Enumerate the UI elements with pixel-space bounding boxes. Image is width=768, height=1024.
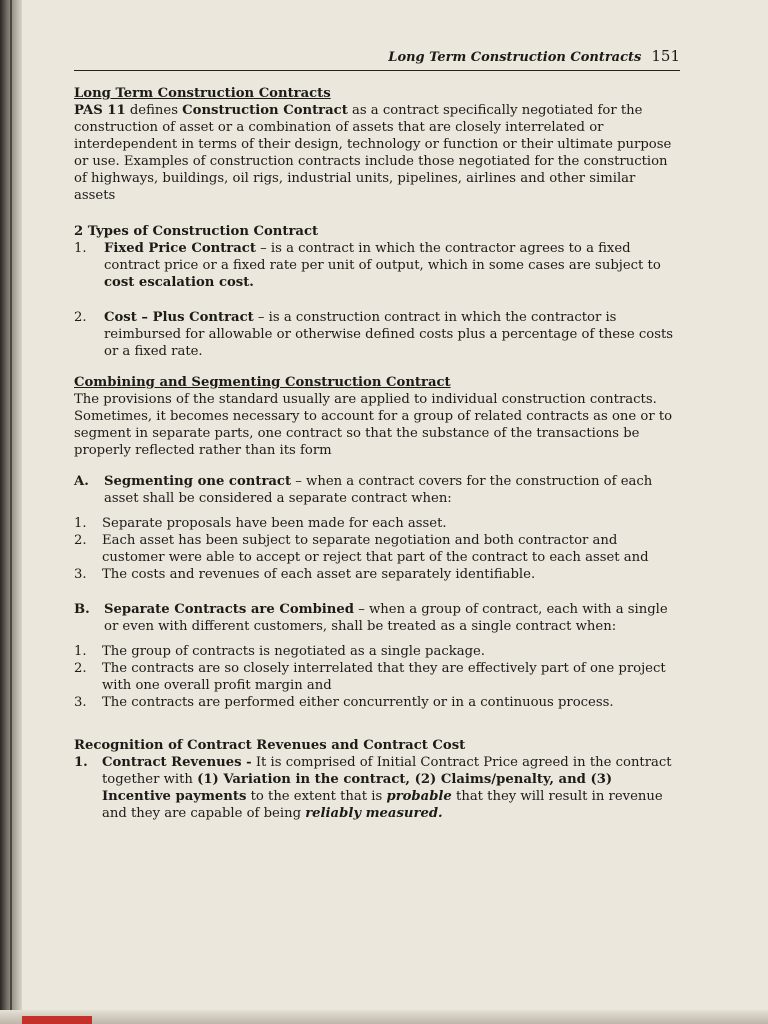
list-text [104, 240, 680, 291]
list-text: The costs and revenues of each asset are separately identifiable. [102, 567, 536, 582]
text-run: – when a contract covers for the construction of each asset shall be considered a separate contract when: [104, 474, 653, 506]
list-text [104, 601, 680, 635]
bold-term: PAS 11 [74, 103, 126, 118]
text-run: defines [125, 103, 183, 118]
text-run: that they will result in revenue and they are capable of being [102, 789, 663, 821]
list-number: 2. [74, 533, 87, 548]
bold-term: Construction Contract [182, 103, 348, 118]
list-item [74, 240, 680, 291]
text-run: – when a group of contract, each with a single or even with different customers, shall be treated as a single contract when: [104, 602, 668, 634]
page-bottom-edge [0, 1010, 768, 1024]
section-types [74, 223, 680, 360]
list-text: The contracts are so closely interrelated that they are effectively part of one project with one overall profit margin and [102, 661, 666, 693]
list-item-a [74, 473, 680, 507]
list-text: The group of contracts is negotiated as a single package. [102, 644, 486, 659]
list-text [102, 754, 680, 822]
list-item [74, 532, 680, 566]
list-text: Each asset has been subject to separate negotiation and both contractor and customer were able to accept or reject that part of the contract to each asset and [102, 533, 649, 565]
list-item-b [74, 601, 680, 635]
list-number: 3. [74, 567, 87, 582]
list-item [74, 643, 680, 660]
list-item [74, 660, 680, 694]
bold-term: Contract Revenues - [102, 755, 252, 770]
book-page [74, 48, 680, 822]
list-text [104, 473, 680, 507]
page-header [74, 48, 680, 71]
page-number: 151 [651, 47, 680, 65]
italic-term: probable [386, 789, 452, 804]
list-number: 3. [74, 695, 87, 710]
section-heading: 2 Types of Construction Contract [74, 224, 319, 239]
book-spine-line [10, 0, 12, 1024]
list-letter: B. [74, 602, 90, 617]
bold-term: Segmenting one contract [104, 474, 292, 489]
bold-term: Separate Contracts are Combined [104, 602, 354, 617]
list-item [74, 694, 680, 711]
list-text [104, 309, 680, 360]
bold-term: Fixed Price Contract [104, 241, 256, 256]
book-cover-edge [22, 1016, 92, 1024]
bold-term: (1) Variation in the contract, (2) Claims/penalty, and (3) Incentive payments [102, 772, 613, 804]
list-number: 1. [74, 644, 87, 659]
list-number: 1. [74, 516, 87, 531]
bold-term: cost escalation cost. [104, 275, 254, 290]
list-item [74, 309, 680, 360]
text-run: to the extent that is [246, 789, 387, 804]
text-run: It is comprised of Initial Contract Price agreed in the contract together with [102, 755, 672, 787]
paragraph: The provisions of the standard usually are applied to individual construction contracts. Sometimes, it becomes necessary to account for a group of related contracts as one or to segment in separate parts, one contract so that the substance of the transactions be properly reflected rather than its form [74, 392, 673, 458]
list-item [74, 754, 680, 822]
section-recognition [74, 737, 680, 822]
text-run: as a contract specifically negotiated for the construction of asset or a combination of assets that are closely interrelated or interdependent in terms of their design, technology or function or their ultimate purpose or use. Examples of construction contracts include those negotiated for the construction of highways, buildings, oil rigs, industrial units, pipelines, airlines and other similar assets [74, 103, 672, 203]
list-number: 1. [74, 241, 87, 256]
running-title: Long Term Construction Contracts [388, 50, 642, 65]
text-run: – is a construction contract in which the contractor is reimbursed for allowable or otherwise defined costs plus a percentage of these costs or a fixed rate. [104, 310, 674, 359]
list-number: 1. [74, 755, 88, 770]
section-heading: Long Term Construction Contracts [74, 86, 331, 101]
section-heading: Recognition of Contract Revenues and Contract Cost [74, 738, 466, 753]
paragraph [74, 102, 680, 204]
list-item [74, 515, 680, 532]
section-combining [74, 374, 680, 711]
list-item [74, 566, 680, 583]
list-text: The contracts are performed either concurrently or in a continuous process. [102, 695, 614, 710]
list-number: 2. [74, 310, 87, 325]
italic-term: reliably measured. [305, 806, 443, 821]
list-letter: A. [74, 474, 89, 489]
text-run: – is a contract in which the contractor agrees to a fixed contract price or a fixed rate per unit of output, which in some cases are subject to [104, 241, 661, 273]
bold-term: Cost – Plus Contract [104, 310, 254, 325]
section-heading: Combining and Segmenting Construction Contract [74, 375, 451, 390]
section-definition [74, 85, 680, 204]
list-text: Separate proposals have been made for each asset. [102, 516, 447, 531]
list-number: 2. [74, 661, 87, 676]
